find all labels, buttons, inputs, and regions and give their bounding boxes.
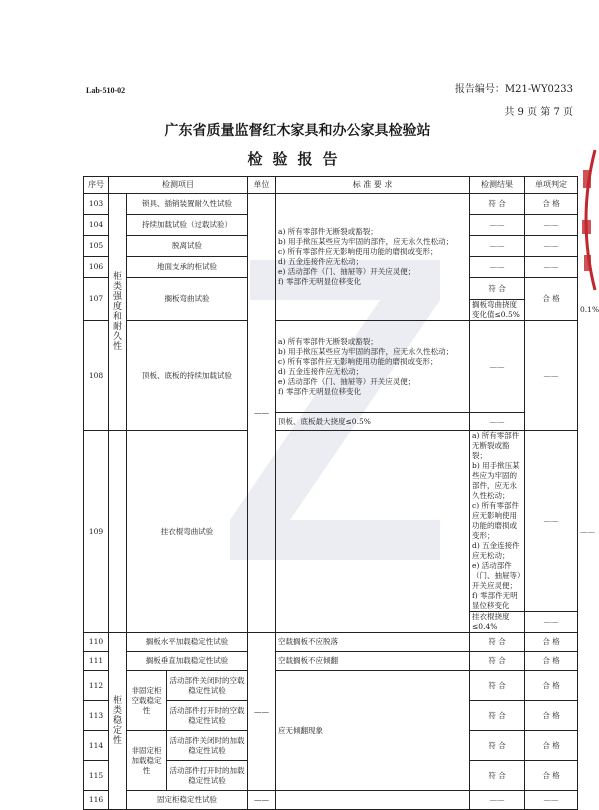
group-strength-durability: 柜 类 强 度 和 耐 久 性	[109, 194, 127, 431]
row-requirement-extra: 搁板弯曲挠度变化值≤0.5%	[470, 300, 525, 321]
row-no: 105	[84, 236, 109, 257]
row-item: 地面支承的柜试验	[127, 257, 248, 278]
row-verdict: ——	[525, 257, 578, 278]
row-result: 符 合	[470, 671, 525, 701]
row-requirement-blank	[276, 791, 470, 810]
requirements-list-108: a) 所有零部件无断裂或豁裂； b) 用手揿压某些应为牢固的部件，应无永久性松动； c) 所有零部件应无影响使用功能的磨损或变形； d) 五金连接件应无松动； e) 活动部件（门、抽屉等）开关应灵便； f) 零部件无明显位移变化	[276, 321, 470, 413]
row-requirement: 空载搁板不应脱落	[276, 633, 470, 652]
row-no: 109	[84, 431, 109, 633]
row-item: 搁板水平加载稳定性试验	[127, 633, 248, 652]
table-row	[84, 194, 578, 215]
stability-requirement: 应无倾翻现象	[276, 671, 470, 791]
row-no: 111	[84, 652, 109, 671]
row-item: 顶板、底板的持续加载试验	[127, 321, 248, 431]
table-row	[84, 791, 578, 810]
group-stability: 柜 类 稳 定 性	[109, 633, 127, 810]
row-no: 103	[84, 194, 109, 215]
row-result-value: ——	[525, 612, 578, 633]
row-result: ——	[470, 257, 525, 278]
row-verdict: 合 格	[525, 701, 578, 731]
test-results-table	[83, 176, 599, 810]
row-result: 符 合	[470, 633, 525, 652]
row-verdict: ——	[525, 236, 578, 257]
row-item: 固定柜稳定性试验	[127, 791, 248, 810]
row-verdict: 合 格	[525, 731, 578, 761]
row-item: 活动部件关闭时的加载稳定性试验	[167, 731, 248, 761]
row-result: ——	[470, 791, 525, 810]
document-code: Lab-510-02	[86, 86, 126, 95]
header-no: 序号	[84, 177, 109, 194]
row-result: 符 合	[470, 652, 525, 671]
row-item: 搁板垂直加载稳定性试验	[127, 652, 248, 671]
row-no: 104	[84, 215, 109, 236]
unit-cell: ——	[248, 633, 276, 791]
table-row	[84, 652, 578, 671]
subgroup-loaded: 非固定柜加载稳定性	[127, 731, 167, 791]
requirements-list-109: a) 所有零部件无断裂或豁裂； b) 用手揿压某些应为牢固的部件，应无永久性松动； c) 所有零部件应无影响使用功能的磨损或变形； d) 五金连接件应无松动； e) 活动部件（门、抽屉等）开关应灵便； f) 零部件无明显位移变化	[470, 431, 525, 612]
row-verdict: 合 格	[525, 633, 578, 652]
row-unit: ——	[248, 791, 276, 810]
row-result: 符 合	[470, 278, 525, 300]
row-no: 114	[84, 731, 109, 761]
table-row: 搁板弯曲挠度变化值≤0.5% 0.1%	[84, 300, 578, 321]
row-item: 活动部件打开时的空载稳定性试验	[167, 701, 248, 731]
subgroup-unloaded: 非固定柜空载稳定性	[127, 671, 167, 731]
row-item: 挂衣棍弯曲试验	[127, 431, 248, 633]
row-item: 活动部件打开时的加载稳定性试验	[167, 761, 248, 791]
row-item: 活动部件关闭时的空载稳定性试验	[167, 671, 248, 701]
table-row	[84, 633, 578, 652]
row-requirement: 空载搁板不应倾翻	[276, 652, 470, 671]
row-verdict: ——	[525, 321, 578, 431]
row-result: 符 合	[470, 701, 525, 731]
header-standard: 标 准 要 求	[276, 177, 470, 194]
row-verdict: 合 格	[525, 278, 578, 321]
row-verdict: 合 格	[525, 194, 578, 215]
row-no: 107	[84, 278, 109, 321]
header-verdict: 单项判定	[525, 177, 578, 194]
unit-cell-blank	[276, 431, 470, 633]
report-number: 报告编号：M21-WY0233	[454, 84, 573, 95]
row-no: 112	[84, 671, 109, 701]
table-row: 109 挂衣棍弯曲试验 a) 所有零部件无断裂或豁裂； b) 用手揿压某些应为牢固的部件，应无永久性松动； c) 所有零部件应无影响使用功能的磨损或变形； d) 五金连接件应无松动； e) 活动部件（门、抽屉等）开关应灵便； f) 零部件无明显位移变化 —— ——	[84, 431, 578, 612]
row-verdict: 合 格	[525, 761, 578, 791]
row-result: 符 合	[470, 194, 525, 215]
row-result: ——	[470, 321, 525, 413]
unit-cell: ——	[248, 194, 276, 633]
row-no: 113	[84, 701, 109, 731]
row-requirement-extra: 顶板、底板最大挠度≤0.5%	[276, 413, 470, 431]
row-result: 符 合	[470, 731, 525, 761]
header-item: 检测项目	[109, 177, 248, 194]
requirements-list-a: a) 所有零部件无断裂或豁裂； b) 用手揿压某些应为牢固的部件，应无永久性松动； c) 所有零部件应无影响使用功能的磨损或变形； d) 五金连接件应无松动； e) 活动部件（门、抽屉等）开关应灵便； f) 零部件无明显位移变化	[276, 194, 470, 321]
group-cell-continued	[109, 431, 127, 633]
row-item: 脱离试验	[127, 236, 248, 257]
row-no: 110	[84, 633, 109, 652]
page-info: 共 9 页 第 7 页	[504, 107, 573, 118]
row-item: 锁具、插销装置耐久性试验	[127, 194, 248, 215]
row-result-value: ——	[470, 413, 525, 431]
row-result: ——	[525, 431, 578, 612]
table-row	[84, 671, 578, 701]
row-item: 持续加载试验（过载试验）	[127, 215, 248, 236]
row-result: ——	[470, 215, 525, 236]
row-result: 符 合	[470, 761, 525, 791]
report-title: 检验报告	[247, 150, 348, 168]
table-row	[84, 321, 578, 413]
row-verdict: 合 格	[525, 671, 578, 701]
row-no: 108	[84, 321, 109, 431]
header-result: 检测结果	[470, 177, 525, 194]
row-verdict: ——	[525, 215, 578, 236]
row-result: ——	[470, 236, 525, 257]
row-no: 116	[84, 791, 109, 810]
row-requirement-extra: 挂衣棍挠度≤0.4%	[470, 612, 525, 633]
table-header-row	[84, 177, 578, 194]
row-item: 搁板弯曲试验	[127, 278, 248, 321]
row-no: 115	[84, 761, 109, 791]
row-verdict: 合 格	[525, 652, 578, 671]
row-verdict: ——	[525, 791, 578, 810]
row-no: 106	[84, 257, 109, 278]
organization-name: 广东省质量监督红木家具和办公家具检验站	[164, 123, 431, 139]
header-unit: 单位	[248, 177, 276, 194]
